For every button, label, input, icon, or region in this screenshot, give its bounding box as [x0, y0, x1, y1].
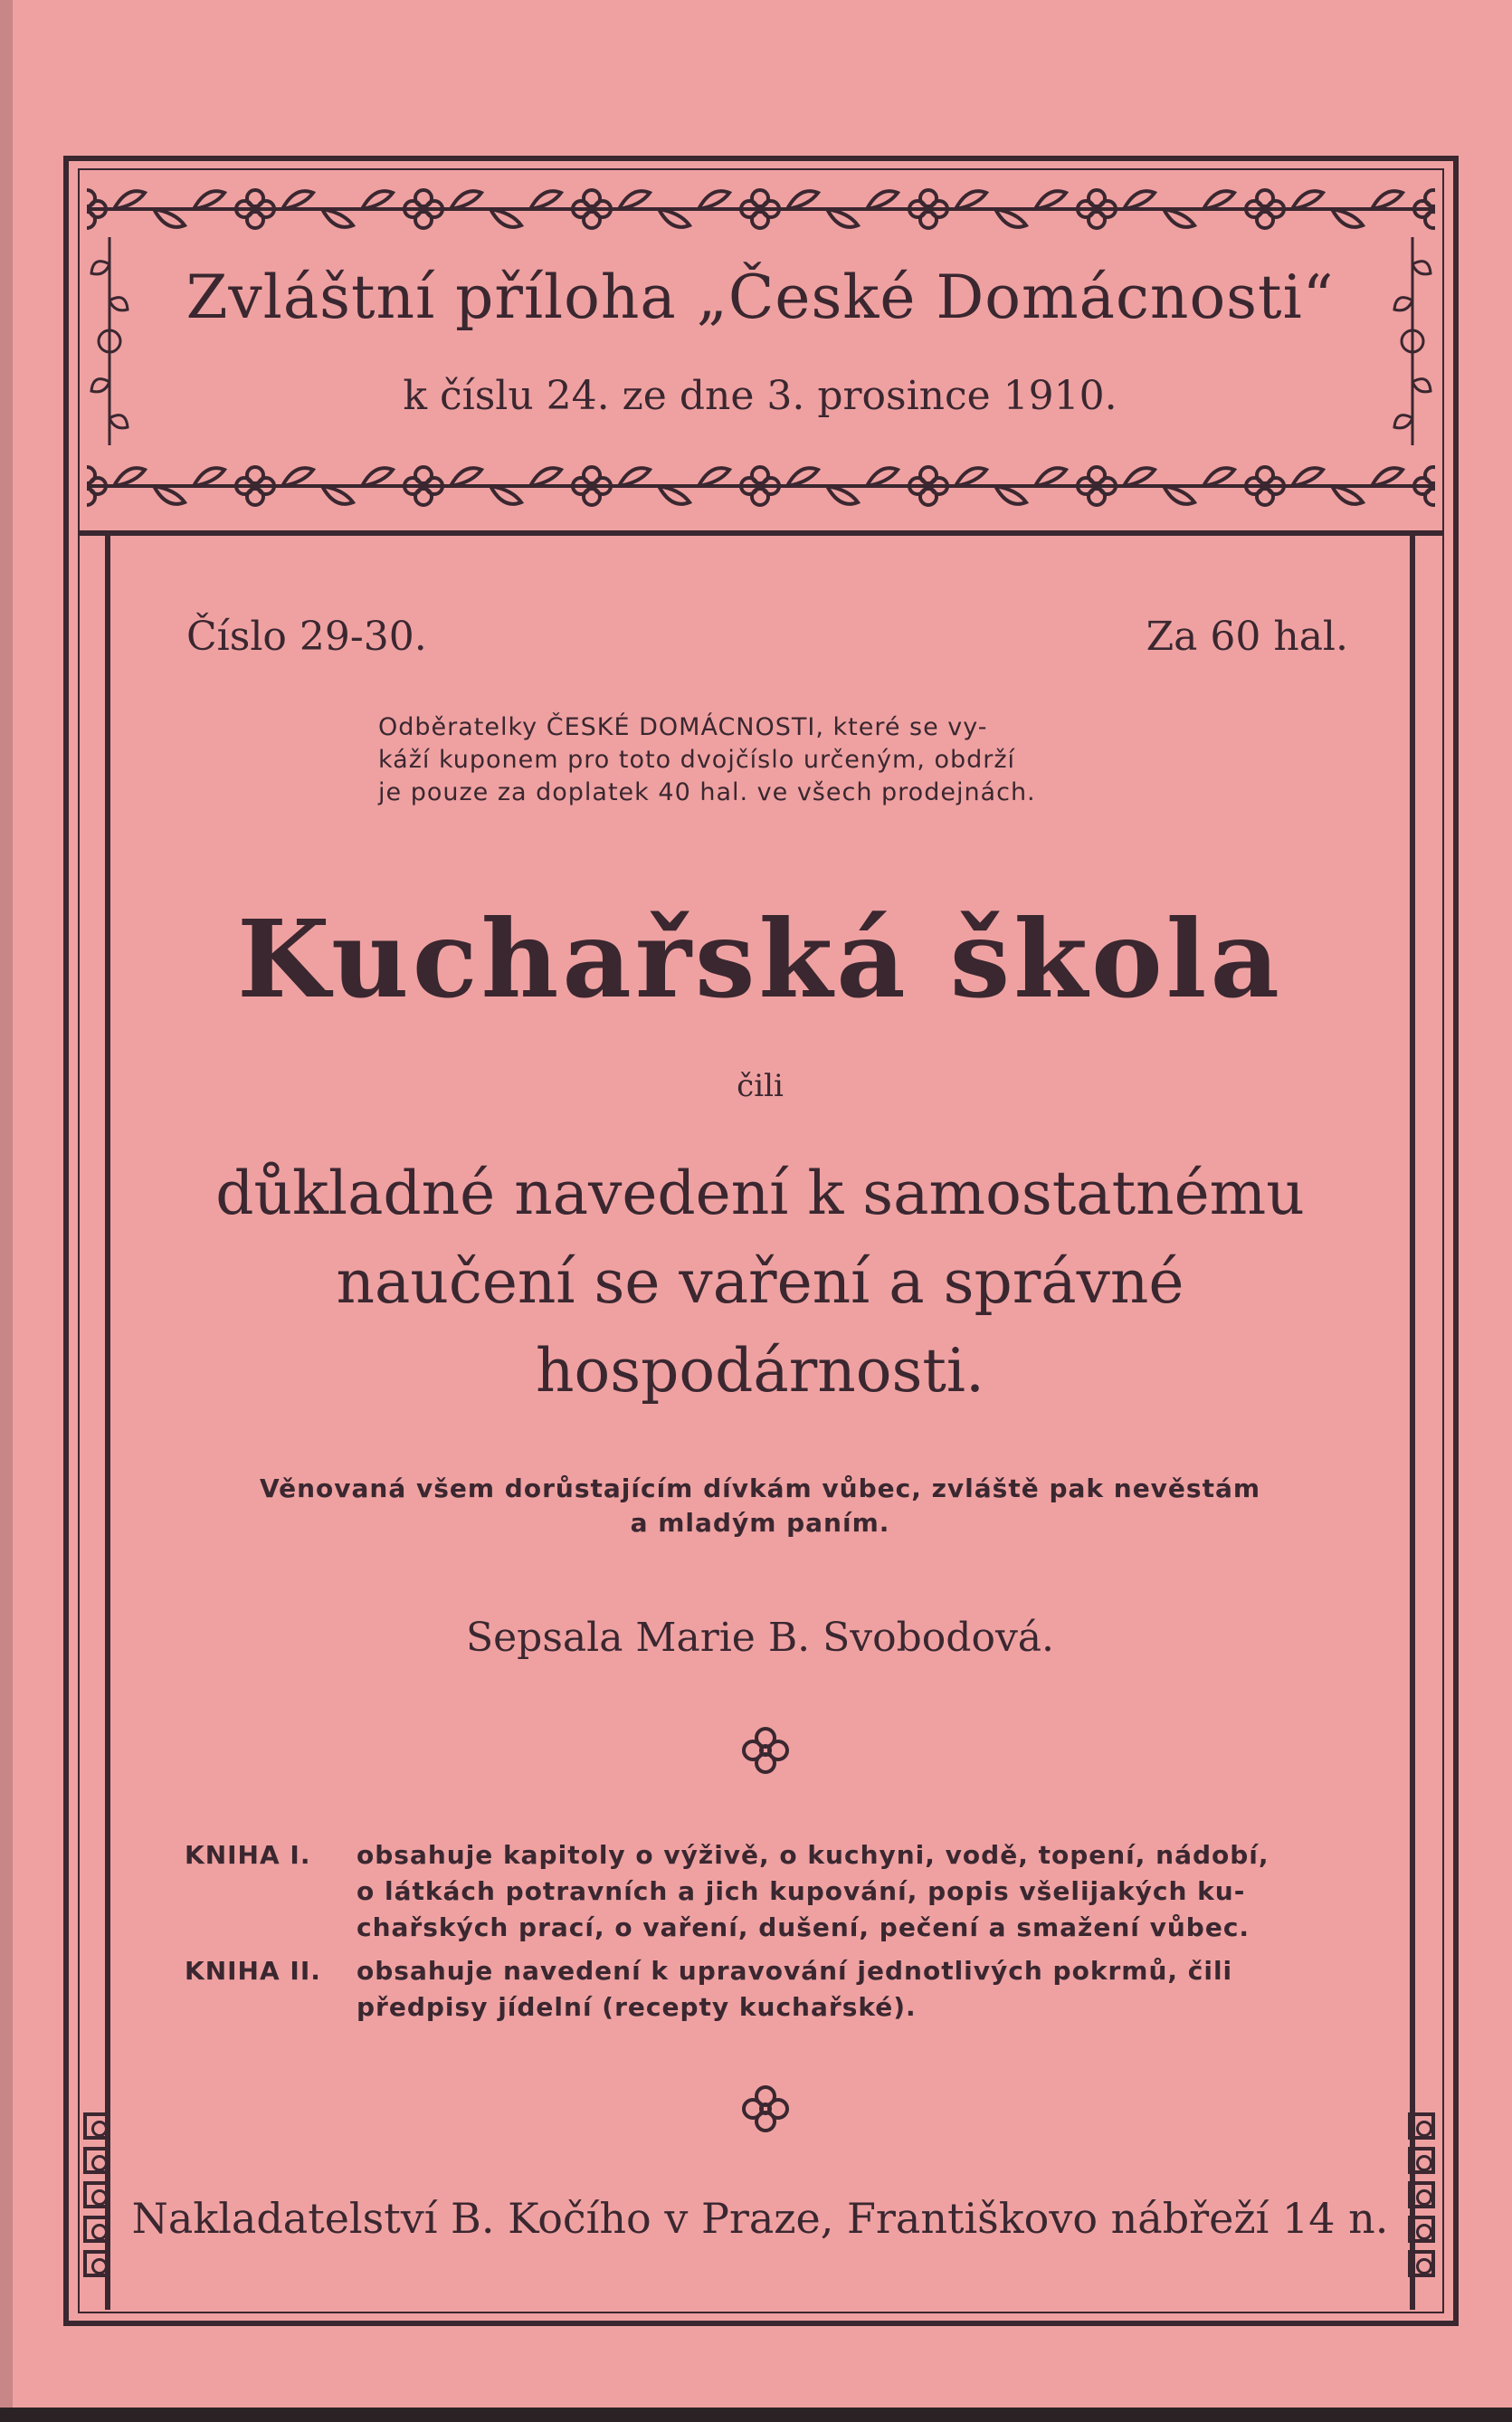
note-line: je pouze za doplatek 40 hal. ve všech prodejnách.: [378, 778, 1036, 806]
leaf-ornament-icon: [322, 486, 353, 504]
leaf-ornament-icon: [154, 209, 185, 227]
leaf-ornament-icon: [1124, 191, 1155, 209]
square-ornament-icon: [83, 2250, 110, 2277]
vine-icon: [1390, 237, 1435, 445]
book-entry: [185, 1953, 1361, 2026]
issue-number: Číslo 29-30.: [186, 614, 427, 660]
author: Sepsala Marie B. Svobodová.: [465, 1615, 1055, 1661]
page-edge: [0, 0, 13, 2422]
leaf-ornament-icon: [282, 468, 313, 486]
leaf-ornament-icon: [1372, 468, 1403, 486]
leaf-ornament-icon: [659, 486, 689, 504]
book-description: [357, 1837, 1270, 1946]
leaf-ornament-icon: [154, 486, 185, 504]
subtitle-line: důkladné navedení k samostatnému: [215, 1159, 1305, 1228]
leaf-ornament-icon: [1164, 486, 1194, 504]
leaf-ornament-icon: [867, 191, 898, 209]
leaf-ornament-icon: [322, 209, 353, 227]
leaf-ornament-icon: [114, 468, 145, 486]
leaf-ornament-icon: [699, 468, 729, 486]
leaf-ornament-icon: [530, 191, 561, 209]
vine-icon: [87, 237, 132, 445]
leaf-ornament-icon: [194, 191, 224, 209]
leaf-ornament-icon: [995, 209, 1026, 227]
note-line: káží kuponem pro toto dvojčíslo určeným, obdrží: [378, 746, 1016, 774]
leaf-ornament-icon: [827, 209, 858, 227]
leaf-ornament-icon: [282, 191, 313, 209]
leaf-ornament-icon: [1292, 468, 1323, 486]
flower-ornament-icon: [738, 2082, 793, 2136]
square-ornament-icon: [1408, 2147, 1435, 2174]
frame-line-left: [105, 536, 110, 2310]
description-line: chařských prací, o vaření, dušení, pečení a smažení vůbec.: [357, 1912, 1250, 1942]
leaf-ornament-icon: [194, 468, 224, 486]
book-subtitle: [127, 1149, 1393, 1416]
square-ornament-icon: [83, 2112, 110, 2140]
leaf-ornament-icon: [1203, 468, 1234, 486]
square-ornament-icon: [1408, 2250, 1435, 2277]
vine-ornament-right: [1390, 237, 1435, 445]
square-ornament-icon: [83, 2181, 110, 2208]
leaf-ornament-icon: [1035, 468, 1066, 486]
price: Za 60 hal.: [1146, 614, 1348, 660]
leaf-ornament-icon: [1332, 486, 1363, 504]
book-label: KNIHA II.: [185, 1956, 321, 1986]
leaf-ornament-icon: [114, 191, 145, 209]
leaf-ornament-icon: [787, 468, 818, 486]
publisher: Nakladatelství B. Kočího v Praze, Františkovo nábřeží 14 n.: [131, 2194, 1389, 2243]
leaf-ornament-icon: [1203, 191, 1234, 209]
leaf-ornament-icon: [827, 486, 858, 504]
leaf-ornament-icon: [995, 486, 1026, 504]
supplement-subtitle: k číslu 24. ze dne 3. prosince 1910.: [403, 373, 1117, 419]
book-entry: [185, 1837, 1361, 1946]
square-ornament-icon: [83, 2216, 110, 2243]
square-ornament-icon: [1408, 2216, 1435, 2243]
leaf-ornament-icon: [699, 191, 729, 209]
description-line: o látkách potravních a jich kupování, popis všelijakých ku-: [357, 1876, 1246, 1906]
leaf-ornament-icon: [1332, 209, 1363, 227]
laurel-border-top: [87, 177, 1435, 241]
description-line: předpisy jídelní (recepty kuchařské).: [357, 1992, 917, 2022]
corner-ornament-right: [1408, 2112, 1444, 2277]
book-contents: [185, 1837, 1361, 2033]
flower-ornament-icon: [738, 1723, 793, 1778]
leaf-ornament-icon: [619, 191, 650, 209]
leaf-ornament-icon: [1124, 468, 1155, 486]
leaf-ornament-icon: [956, 468, 986, 486]
laurel-border-icon: [87, 454, 1435, 518]
leaf-ornament-icon: [1164, 209, 1194, 227]
dedication-line: a mladým paním.: [630, 1508, 890, 1538]
leaf-ornament-icon: [1292, 191, 1323, 209]
subtitle-line: hospodárnosti.: [536, 1336, 984, 1406]
vine-ornament-left: [87, 237, 132, 445]
book-title: Kuchařská škola: [237, 896, 1283, 1022]
leaf-ornament-icon: [867, 468, 898, 486]
leaf-ornament-icon: [659, 209, 689, 227]
description-line: obsahuje navedení k upravování jednotlivých pokrmů, čili: [357, 1956, 1233, 1986]
square-ornament-icon: [1408, 2181, 1435, 2208]
supplement-title: Zvláštní příloha „České Domácnosti“: [185, 262, 1335, 332]
frame-line-right: [1410, 536, 1415, 2310]
leaf-ornament-icon: [1372, 191, 1403, 209]
leaf-ornament-icon: [956, 191, 986, 209]
laurel-border-bottom: [87, 454, 1435, 518]
leaf-ornament-icon: [1035, 191, 1066, 209]
bottom-edge: [0, 2408, 1512, 2422]
leaf-ornament-icon: [619, 468, 650, 486]
leaf-ornament-icon: [787, 191, 818, 209]
subtitle-line: naučení se vaření a správné: [336, 1247, 1184, 1317]
leaf-ornament-icon: [530, 468, 561, 486]
description-line: obsahuje kapitoly o výživě, o kuchyni, vodě, topení, nádobí,: [357, 1840, 1270, 1870]
book-label: KNIHA I.: [185, 1840, 311, 1870]
leaf-ornament-icon: [362, 468, 393, 486]
leaf-ornament-icon: [451, 468, 481, 486]
book-description: [357, 1953, 1232, 2026]
laurel-border-icon: [87, 177, 1435, 241]
square-ornament-icon: [83, 2147, 110, 2174]
leaf-ornament-icon: [490, 209, 521, 227]
leaf-ornament-icon: [362, 191, 393, 209]
leaf-ornament-icon: [451, 191, 481, 209]
corner-ornament-left: [83, 2112, 119, 2277]
leaf-ornament-icon: [490, 486, 521, 504]
subscriber-note: [378, 711, 1174, 809]
note-line: Odběratelky ČESKÉ DOMÁCNOSTI, které se vy-: [378, 713, 988, 741]
square-ornament-icon: [1408, 2112, 1435, 2140]
title-connector: čili: [737, 1068, 784, 1104]
dedication-line: Věnovaná všem dorůstajícím dívkám vůbec, zvláště pak nevěstám: [259, 1473, 1261, 1503]
dedication: [163, 1472, 1357, 1540]
